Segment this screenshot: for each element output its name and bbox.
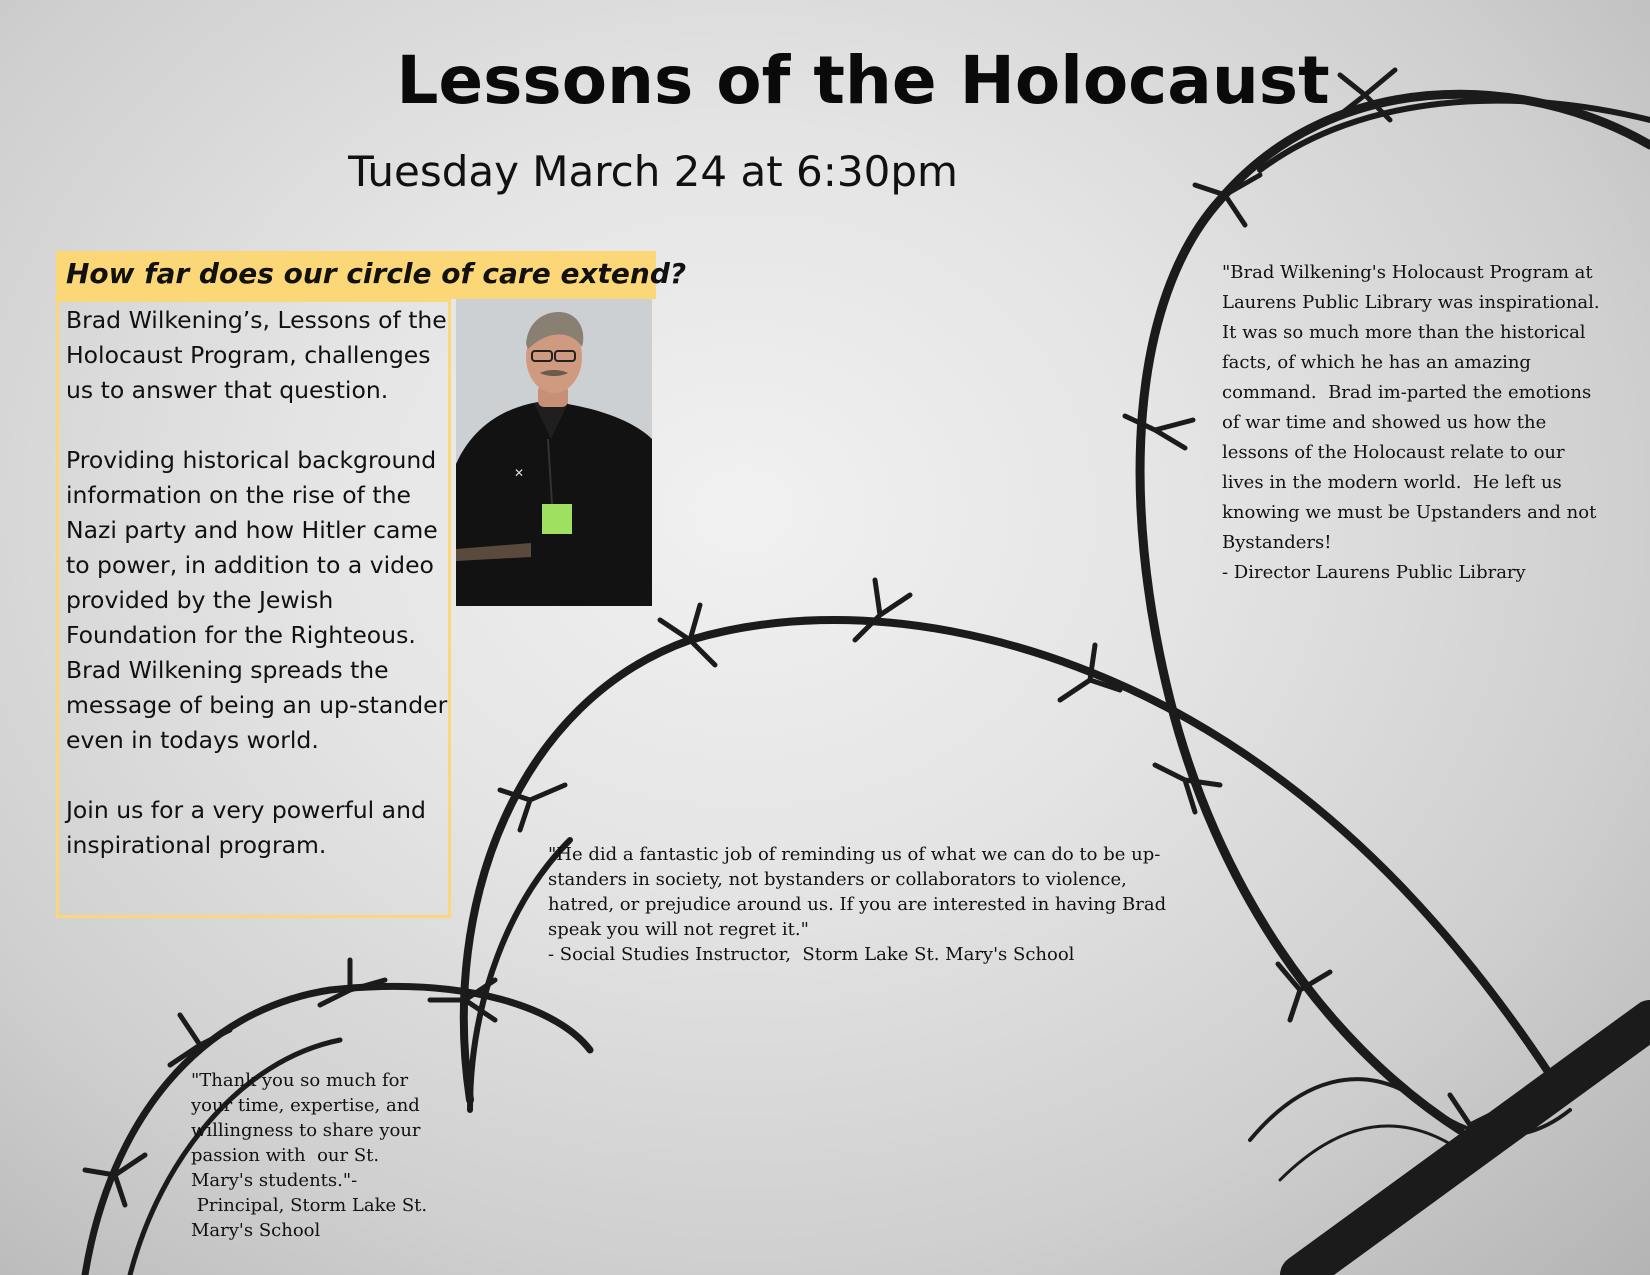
testimonial-instructor [548,842,1188,967]
page-title: Lessons of the Holocaust [396,42,1330,119]
info-paragraph: Providing historical background information on the rise of the Nazi party and how Hitler came to power, in addition to a video provided by the Jewish Foundation for the Righteous. Brad Wilkening spreads the message of being an up-stander even in todays world. [66,446,448,754]
testimonial-attribution: - Director Laurens Public Library [1222,562,1526,583]
testimonial-attribution: Principal, Storm Lake St. Mary's School [191,1195,433,1241]
info-box-text [66,303,448,863]
testimonial-quote: "He did a fantastic job of reminding us of what we can do to be up-standers in society, not bystanders or collaborators to violence, hatred, or prejudice around us. If you are interested in having Brad speak you will not regret it." [548,844,1172,940]
testimonial-quote: "Brad Wilkening's Holocaust Program at Laurens Public Library was inspirational. It was so much more than the historical facts, of which he has an amazing command. Brad im-parted the emotions of war time and showed us how the lessons of the Holocaust relate to our lives in the modern world. He left us knowing we must be Upstanders and not Bystanders! [1222,262,1612,553]
info-paragraph: Join us for a very powerful and inspirational program. [66,796,426,859]
testimonial-library [1222,258,1612,588]
wire-coil-right [1140,94,1650,1130]
testimonial-quote: "Thank you so much for your time, expertise, and willingness to share your passion with our St. Mary's students."- [191,1070,427,1191]
question-banner: How far does our circle of care extend? [56,251,656,299]
testimonial-attribution: - Social Studies Instructor, Storm Lake St. Mary's School [548,944,1075,965]
shirt-logo-icon: ✕ [514,466,525,480]
speaker-photo [456,299,652,606]
event-date: Tuesday March 24 at 6:30pm [348,147,958,196]
speaker-figure [456,299,652,606]
info-paragraph: Brad Wilkening’s, Lessons of the Holocaust Program, challenges us to answer that question. [66,306,447,404]
name-badge [542,504,572,534]
testimonial-principal [191,1068,441,1243]
